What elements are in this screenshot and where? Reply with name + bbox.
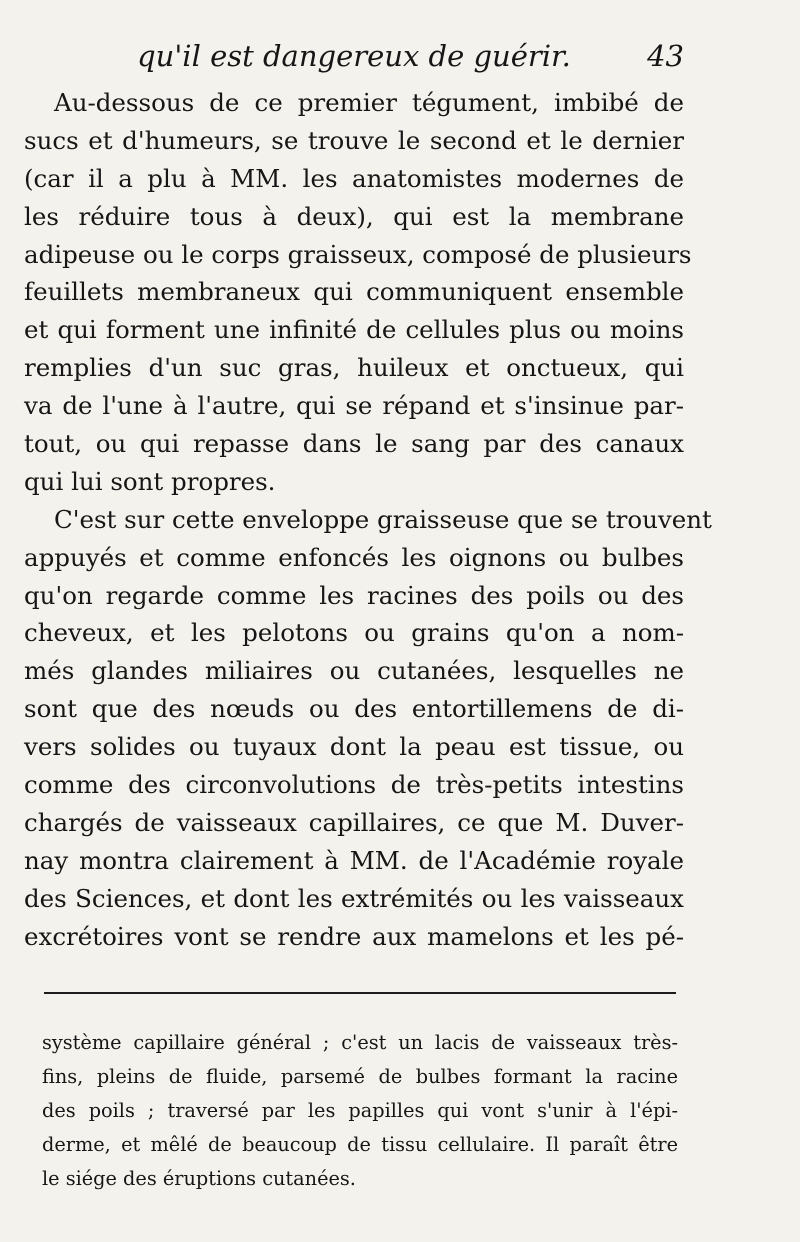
text-line: cheveux, et les pelotons ou grains qu'on a nom-	[24, 618, 684, 648]
text-line: sont que des nœuds ou des entortillemens de di-	[24, 694, 684, 724]
text-line: adipeuse ou le corps graisseux, composé de plusieurs	[24, 239, 692, 269]
text-line: les réduire tous à deux), qui est la membrane	[24, 201, 684, 231]
text-line: chargés de vaisseaux capillaires, ce que M. Duver-	[24, 807, 684, 837]
running-title: qu'il est dangereux de guérir.	[137, 39, 571, 73]
text-line: remplies d'un suc gras, huileux et onctueux, qui	[24, 353, 684, 383]
running-head	[24, 34, 684, 78]
text-line: qu'on regarde comme les racines des poils ou des	[24, 580, 684, 610]
text-line: Au-dessous de ce premier tégument, imbibé de	[54, 88, 684, 117]
text-line: més glandes miliaires ou cutanées, lesquelles ne	[24, 656, 684, 686]
text-line: feuillets membraneux qui communiquent ensemble	[24, 277, 684, 307]
text-line: C'est sur cette enveloppe graisseuse que se trouvent	[54, 504, 712, 534]
text-line: nay montra clairement à MM. de l'Académie royale	[24, 845, 684, 875]
body-text	[24, 84, 712, 955]
text-line: (car il a plu à MM. les anatomistes modernes de	[24, 163, 684, 193]
footnote-line: des poils ; traversé par les papilles qui vont s'unir à l'épi-	[42, 1098, 678, 1122]
text-line: sucs et d'humeurs, se trouve le second et le dernier	[24, 125, 684, 155]
text-line: vers solides ou tuyaux dont la peau est tissue, ou	[24, 732, 684, 762]
text-line: et qui forment une infinité de cellules plus ou moins	[24, 315, 684, 345]
footnote-line: système capillaire général ; c'est un lacis de vaisseaux très-	[42, 1031, 678, 1054]
text-line: qui lui sont propres.	[24, 466, 276, 496]
footnote	[42, 1026, 678, 1195]
text-line: tout, ou qui repasse dans le sang par des canaux	[24, 429, 684, 459]
text-line: comme des circonvolutions de très-petits intestins	[24, 770, 684, 800]
text-line: des Sciences, et dont les extrémités ou les vaisseaux	[24, 883, 684, 913]
paragraph-1	[24, 84, 692, 501]
paragraph-2	[24, 501, 712, 956]
footnote-line: fins, pleins de fluide, parsemé de bulbes formant la racine	[42, 1064, 678, 1088]
text-line: appuyés et comme enfoncés les oignons ou bulbes	[24, 542, 684, 572]
footnote-line: le siége des éruptions cutanées.	[42, 1166, 356, 1190]
footnote-line: derme, et mêlé de beaucoup de tissu cellulaire. Il paraît être	[42, 1132, 678, 1156]
text-line: va de l'une à l'autre, qui se répand et s'insinue par-	[24, 391, 684, 421]
footnote-separator	[44, 992, 676, 994]
page-number: 43	[647, 39, 684, 73]
text-line: excrétoires vont se rendre aux mamelons et les pé-	[24, 921, 684, 951]
